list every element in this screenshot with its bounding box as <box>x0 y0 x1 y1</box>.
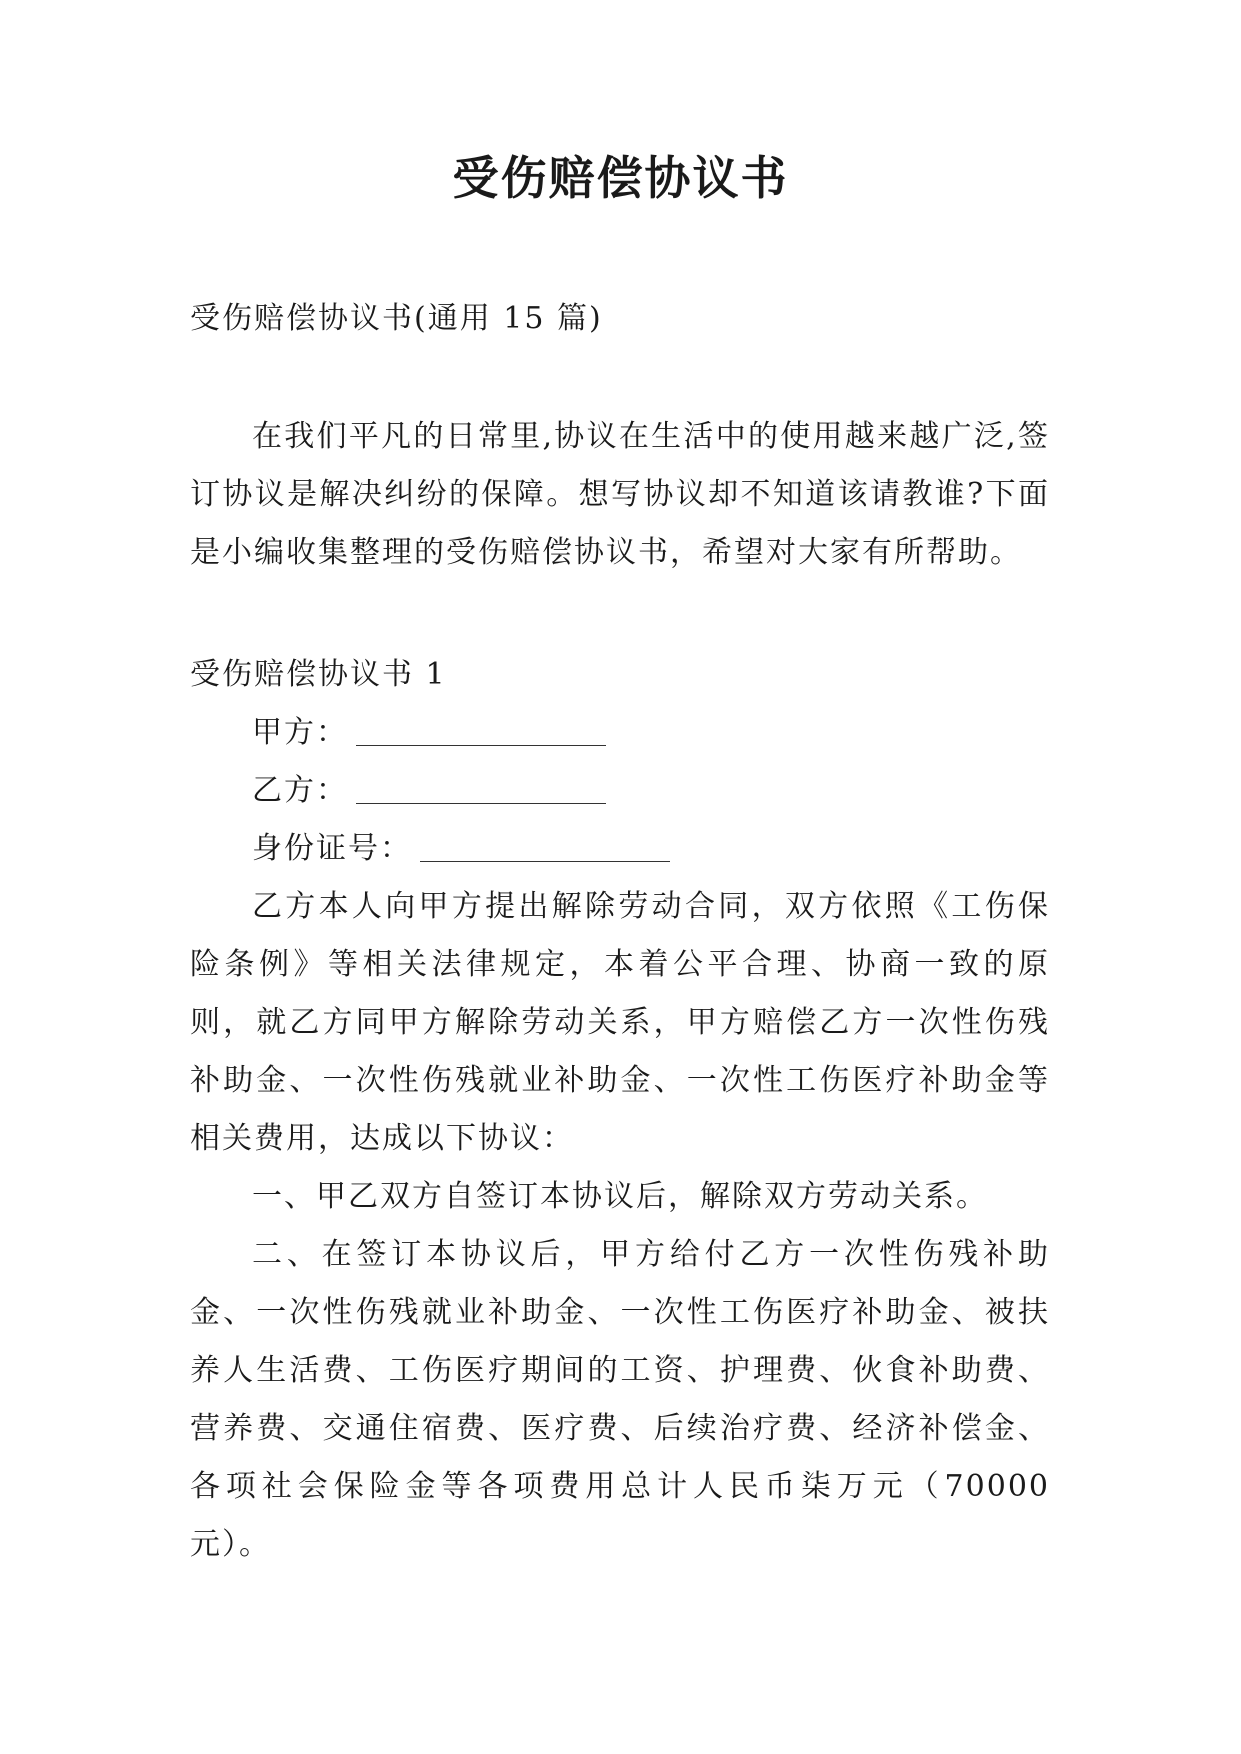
clause-two: 二、在签订本协议后，甲方给付乙方一次性伤残补助金、一次性伤残就业补助金、一次性工伤医疗补助金、被扶养人生活费、工伤医疗期间的工资、护理费、伙食补助费、营养费、交通住宿费、医疗费、后续治疗费、经济补偿金、各项社会保险金等各项费用总计人民币柒万元（70000 元）。 <box>190 1237 1050 1562</box>
party-a-blank <box>356 715 606 746</box>
document-title: 受伤赔偿协议书 <box>452 151 789 205</box>
intro-paragraph: 在我们平凡的日常里,协议在生活中的使用越来越广泛,签订协议是解决纠纷的保障。想写协议却不知道该请教谁?下面是小编收集整理的受伤赔偿协议书，希望对大家有所帮助。 <box>190 419 1050 570</box>
section-heading: 受伤赔偿协议书 1 <box>190 657 447 692</box>
party-a-label: 甲方： <box>252 715 348 750</box>
document-body <box>190 290 1050 1574</box>
document-subtitle: 受伤赔偿协议书(通用 15 篇) <box>190 301 603 336</box>
id-number-line <box>190 820 1050 878</box>
clause-one: 一、甲乙双方自签订本协议后，解除双方劳动关系。 <box>252 1179 988 1214</box>
party-b-line <box>190 762 1050 820</box>
id-number-label: 身份证号： <box>252 831 412 866</box>
party-b-label: 乙方： <box>252 773 348 808</box>
party-b-blank <box>356 773 606 804</box>
agreement-paragraph: 乙方本人向甲方提出解除劳动合同，双方依照《工伤保险条例》等相关法律规定，本着公平合理、协商一致的原则，就乙方同甲方解除劳动关系，甲方赔偿乙方一次性伤残补助金、一次性伤残就业补助金、一次性工伤医疗补助金等相关费用，达成以下协议： <box>190 889 1050 1156</box>
id-number-blank <box>420 831 670 862</box>
party-a-line <box>190 704 1050 762</box>
